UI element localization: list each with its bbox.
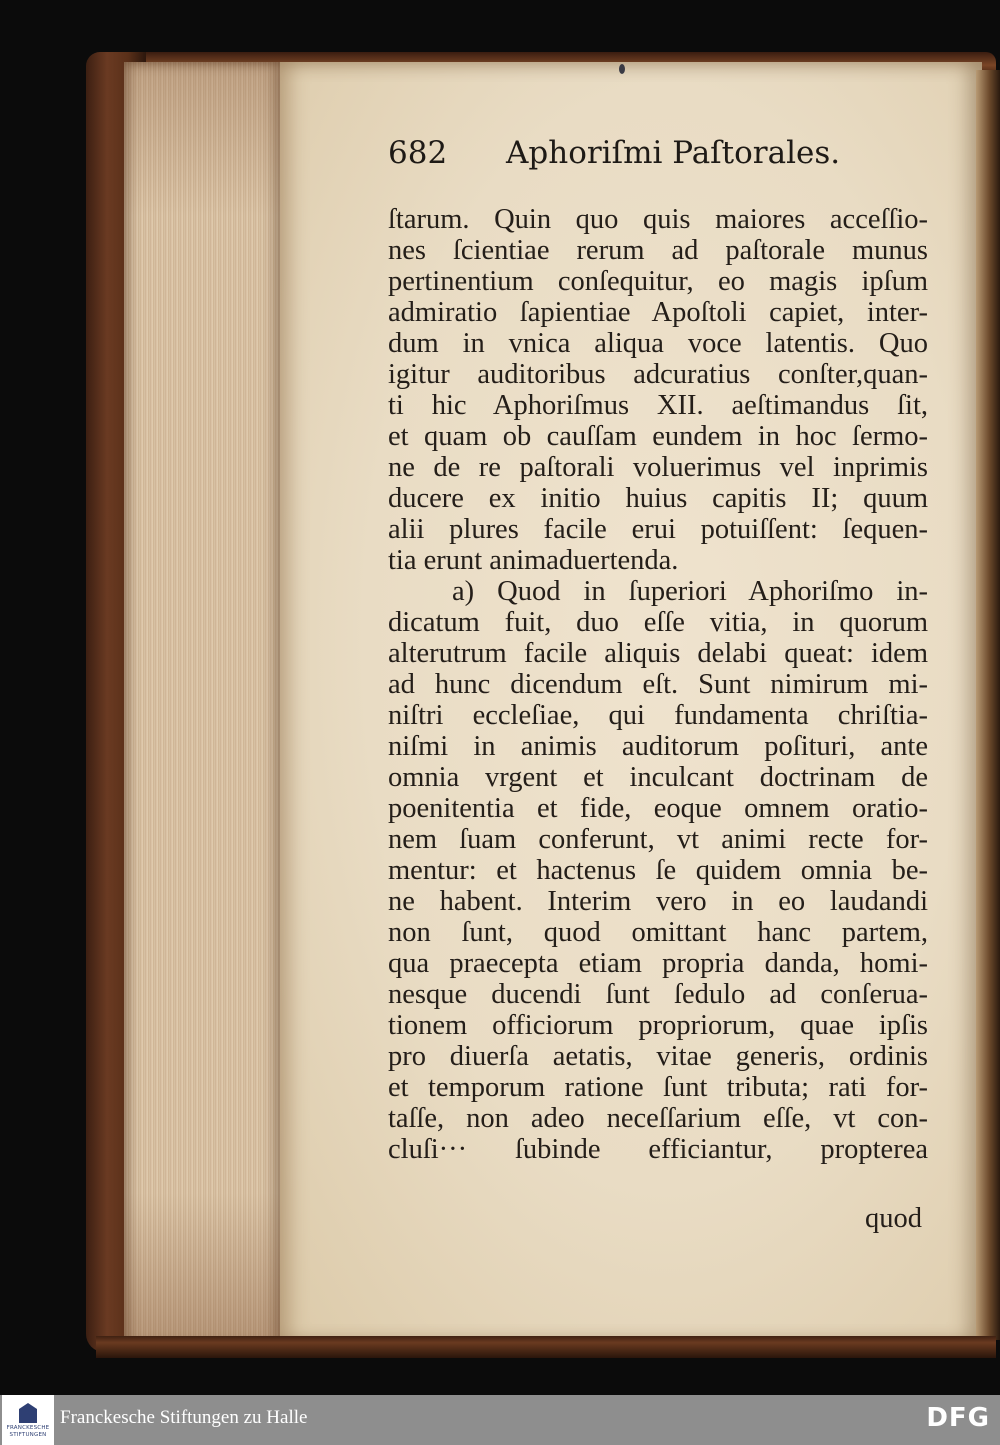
text-line: ſtarum. Quin quo quis maiores acceſſio-	[388, 204, 928, 235]
institution-name[interactable]: Franckesche Stiftungen zu Halle	[60, 1407, 308, 1428]
text-line: a) Quod in ſuperiori Aphoriſmo in-	[452, 576, 928, 607]
text-line: poenitentia et fide, eoque omnem oratio-	[388, 793, 928, 824]
text-line: admiratio ſapientiae Apoſtoli capiet, inter-	[388, 297, 928, 328]
text-line: tionem officiorum propriorum, quae ipſis	[388, 1010, 928, 1041]
text-line: ducere ex initio huius capitis II; quum	[388, 483, 928, 514]
text-line: dum in vnica aliqua voce latentis. Quo	[388, 328, 928, 359]
text-line: et temporum ratione ſunt tributa; rati for-	[388, 1072, 928, 1103]
book-binding-bottom	[96, 1336, 996, 1358]
footer-bar	[0, 1395, 1000, 1445]
text-line: omnia vrgent et inculcant doctrinam de	[388, 762, 928, 793]
text-line: ad hunc dicendum eſt. Sunt nimirum mi-	[388, 669, 928, 700]
dfg-logo[interactable]: DFG	[926, 1403, 990, 1433]
text-line: taſſe, non adeo neceſſarium eſſe, vt con-	[388, 1103, 928, 1134]
text-line: et quam ob cauſſam eundem in hoc ſermo-	[388, 421, 928, 452]
facing-page-edge	[976, 70, 1000, 1340]
text-line: nes ſcientiae rerum ad paſtorale munus	[388, 235, 928, 266]
logo-text: FRANCKESCHE STIFTUNGEN	[6, 1425, 50, 1438]
text-line: ne habent. Interim vero in eo laudandi	[388, 886, 928, 917]
text-line: ne de re paſtorali voluerimus vel inprimis	[388, 452, 928, 483]
text-line: non ſunt, quod omittant hanc partem,	[388, 917, 928, 948]
page-number: 682	[388, 135, 448, 171]
text-line: tia erunt animaduertenda.	[388, 545, 679, 576]
institution-logo[interactable]	[2, 1395, 54, 1445]
text-line: cluſi··· ſubinde efficiantur, propterea	[388, 1134, 928, 1165]
text-line: ti hic Aphoriſmus XII. aeſtimandus ſit,	[388, 390, 928, 421]
text-line: nesque ducendi ſunt ſedulo ad conſerua-	[388, 979, 928, 1010]
text-line: alii plures facile erui potuiſſent: ſequen-	[388, 514, 928, 545]
text-line: mentur: et hactenus ſe quidem omnia be-	[388, 855, 928, 886]
body-text	[388, 204, 928, 1165]
page-title: Aphoriſmi Paſtorales.	[506, 135, 841, 171]
catchword: quod	[865, 1203, 922, 1234]
text-line: nem ſuam conferunt, vt animi recte for-	[388, 824, 928, 855]
ink-spot	[619, 64, 625, 74]
text-line: pro diuerſa aetatis, vitae generis, ordinis	[388, 1041, 928, 1072]
text-line: alterutrum facile aliquis delabi queat: idem	[388, 638, 928, 669]
running-head	[388, 135, 928, 171]
text-line: qua praecepta etiam propria danda, homi-	[388, 948, 928, 979]
text-line: pertinentium conſequitur, eo magis ipſum	[388, 266, 928, 297]
text-line: dicatum fuit, duo eſſe vitia, in quorum	[388, 607, 928, 638]
text-line: niſtri eccleſiae, qui fundamenta chriſtia-	[388, 700, 928, 731]
text-line: niſmi in animis auditorum poſituri, ante	[388, 731, 928, 762]
text-line: igitur auditoribus adcuratius conſter,quan-	[388, 359, 928, 390]
orphanage-building-icon	[19, 1403, 37, 1423]
